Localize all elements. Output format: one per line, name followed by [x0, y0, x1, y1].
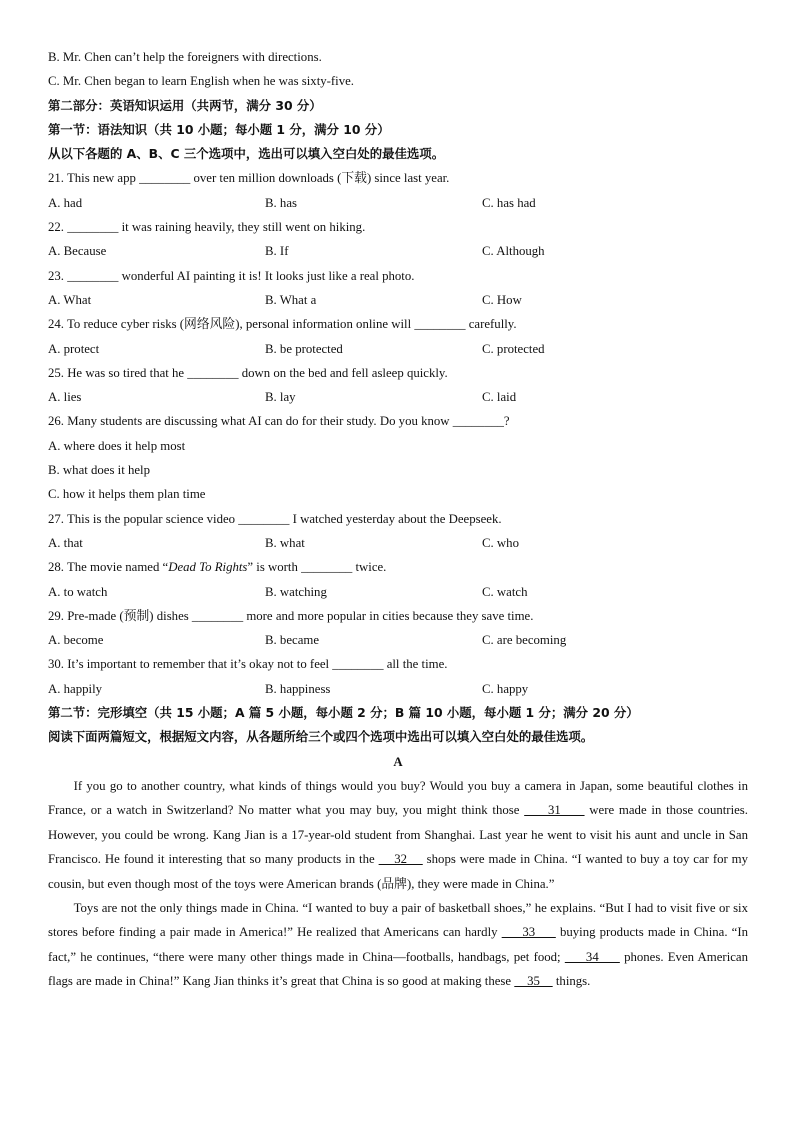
- passage-paragraph: [48, 774, 748, 896]
- option-b: B. happiness: [265, 681, 331, 696]
- question-line: 23. ________ wonderful AI painting it is! It looks just like a real photo.: [48, 268, 415, 283]
- answer-options: [48, 337, 748, 361]
- question-section: [48, 45, 748, 774]
- option-c: C. Although: [482, 244, 545, 259]
- option-a: A. to watch: [48, 584, 108, 599]
- question-line: 24. To reduce cyber risks (网络风险), personal information online will ________ carefully.: [48, 317, 517, 332]
- blank-number: 33: [501, 925, 556, 940]
- option-a: A. happily: [48, 681, 103, 696]
- passage-text: things.: [552, 974, 591, 989]
- question-line: B. Mr. Chen can’t help the foreigners with directions.: [48, 50, 322, 64]
- option-c: C. watch: [482, 584, 528, 599]
- passage-text: buying products made in China. “In fact,” he continues, “there were many other things made in China—footballs, handbags, pet food;: [48, 925, 749, 964]
- answer-options: [48, 191, 748, 215]
- question-line: 26. Many students are discussing what AI can do for their study. Do you know ________?: [48, 414, 510, 429]
- option-a: A. had: [48, 195, 83, 210]
- question-line: C. Mr. Chen began to learn English when he was sixty-five.: [48, 74, 355, 89]
- option-b: B. lay: [265, 390, 296, 405]
- answer-options: [48, 385, 748, 409]
- option-c: C. laid: [482, 390, 517, 405]
- option-c: C. happy: [482, 681, 529, 696]
- question-line: 22. ________ it was raining heavily, they still went on hiking.: [48, 220, 366, 235]
- section-heading: 第一节：语法知识（共 10 小题；每小题 1 分，满分 10 分）: [48, 121, 390, 137]
- cloze-passage-a: [48, 774, 748, 994]
- section-heading: 第二节：完形填空（共 15 小题；A 篇 5 小题，每小题 2 分；B 篇 10 小题，每小题 1 分；满分 20 分）: [48, 705, 639, 721]
- option-a: A. protect: [48, 341, 100, 356]
- passage-text: If you go to another country, what kinds of things would you buy? Would you buy a camera in Japan, some beautiful clothes in France, or a watch in Switzerland? No matter what you may buy, you might think those: [48, 778, 748, 818]
- option-b: B. What a: [265, 292, 317, 307]
- question-line: 27. This is the popular science video ________ I watched yesterday about the Deepseek.: [48, 511, 502, 526]
- exam-page: [48, 45, 748, 994]
- option-b: B. watching: [265, 584, 327, 599]
- option-b: B. has: [265, 195, 297, 210]
- option-c: C. How: [482, 292, 522, 307]
- question-line: A. where does it help most: [48, 438, 186, 453]
- passage-text: shops were made in China. “I wanted to buy a toy car for my cousin, but even though most of the toys were American brands (品牌), they were made in China.”: [48, 852, 749, 891]
- option-c: C. are becoming: [482, 633, 567, 648]
- question-line: 25. He was so tired that he ________ down on the bed and fell asleep quickly.: [48, 365, 448, 380]
- blank-number: 31: [524, 803, 585, 818]
- option-b: B. what: [265, 535, 305, 550]
- passage-text: were made in those countries. However, you could be wrong. Kang Jian is a 17-year-old student from Shanghai. Last year he went to visit his aunt and uncle in San Francisco. He found it interesting that so many products in the: [48, 803, 748, 867]
- section-heading: 第二部分：英语知识运用（共两节，满分 30 分）: [48, 97, 322, 113]
- option-a: A. lies: [48, 390, 82, 405]
- passage-title: A: [393, 754, 403, 769]
- question-line: 28. The movie named “Dead To Rights” is worth ________ twice.: [48, 560, 387, 575]
- question-line: C. how it helps them plan time: [48, 487, 206, 502]
- answer-options: [48, 288, 748, 312]
- option-c: C. protected: [482, 341, 545, 356]
- answer-options: [48, 628, 748, 652]
- question-line: 21. This new app ________ over ten million downloads (下载) since last year.: [48, 171, 450, 186]
- answer-options: [48, 580, 748, 604]
- blank-number: 35: [514, 974, 553, 989]
- option-a: A. become: [48, 633, 104, 648]
- option-c: C. who: [482, 535, 519, 550]
- section-heading: 阅读下面两篇短文，根据短文内容，从各题所给三个或四个选项中选出可以填入空白处的最佳选项。: [48, 729, 594, 745]
- question-line: 30. It’s important to remember that it’s okay not to feel ________ all the time.: [48, 657, 448, 672]
- passage-text: Toys are not the only things made in China. “I wanted to buy a pair of basketball shoes,” he explains. “But I had to visit five or six stores before finding a pair made in America!” He realized that Americans can hardly: [48, 900, 748, 940]
- passage-paragraph: [48, 896, 748, 994]
- question-line: 29. Pre-made (预制) dishes ________ more and more popular in cities because they save time.: [48, 608, 534, 623]
- option-b: B. If: [265, 244, 289, 259]
- blank-number: 32: [378, 852, 423, 867]
- option-b: B. be protected: [265, 341, 343, 356]
- option-a: A. Because: [48, 244, 107, 259]
- answer-options: [48, 677, 748, 701]
- answer-options: [48, 239, 748, 263]
- question-line: B. what does it help: [48, 463, 151, 478]
- answer-options: [48, 531, 748, 555]
- blank-number: 34: [564, 949, 620, 964]
- option-b: B. became: [265, 633, 320, 648]
- passage-text: phones. Even American flags are made in China!” Kang Jian thinks it’s great that China is so good at making these: [48, 949, 749, 989]
- option-c: C. has had: [482, 195, 536, 210]
- option-a: A. that: [48, 535, 83, 550]
- section-heading: 从以下各题的 A、B、C 三个选项中，选出可以填入空白处的最佳选项。: [48, 146, 445, 162]
- option-a: A. What: [48, 292, 92, 307]
